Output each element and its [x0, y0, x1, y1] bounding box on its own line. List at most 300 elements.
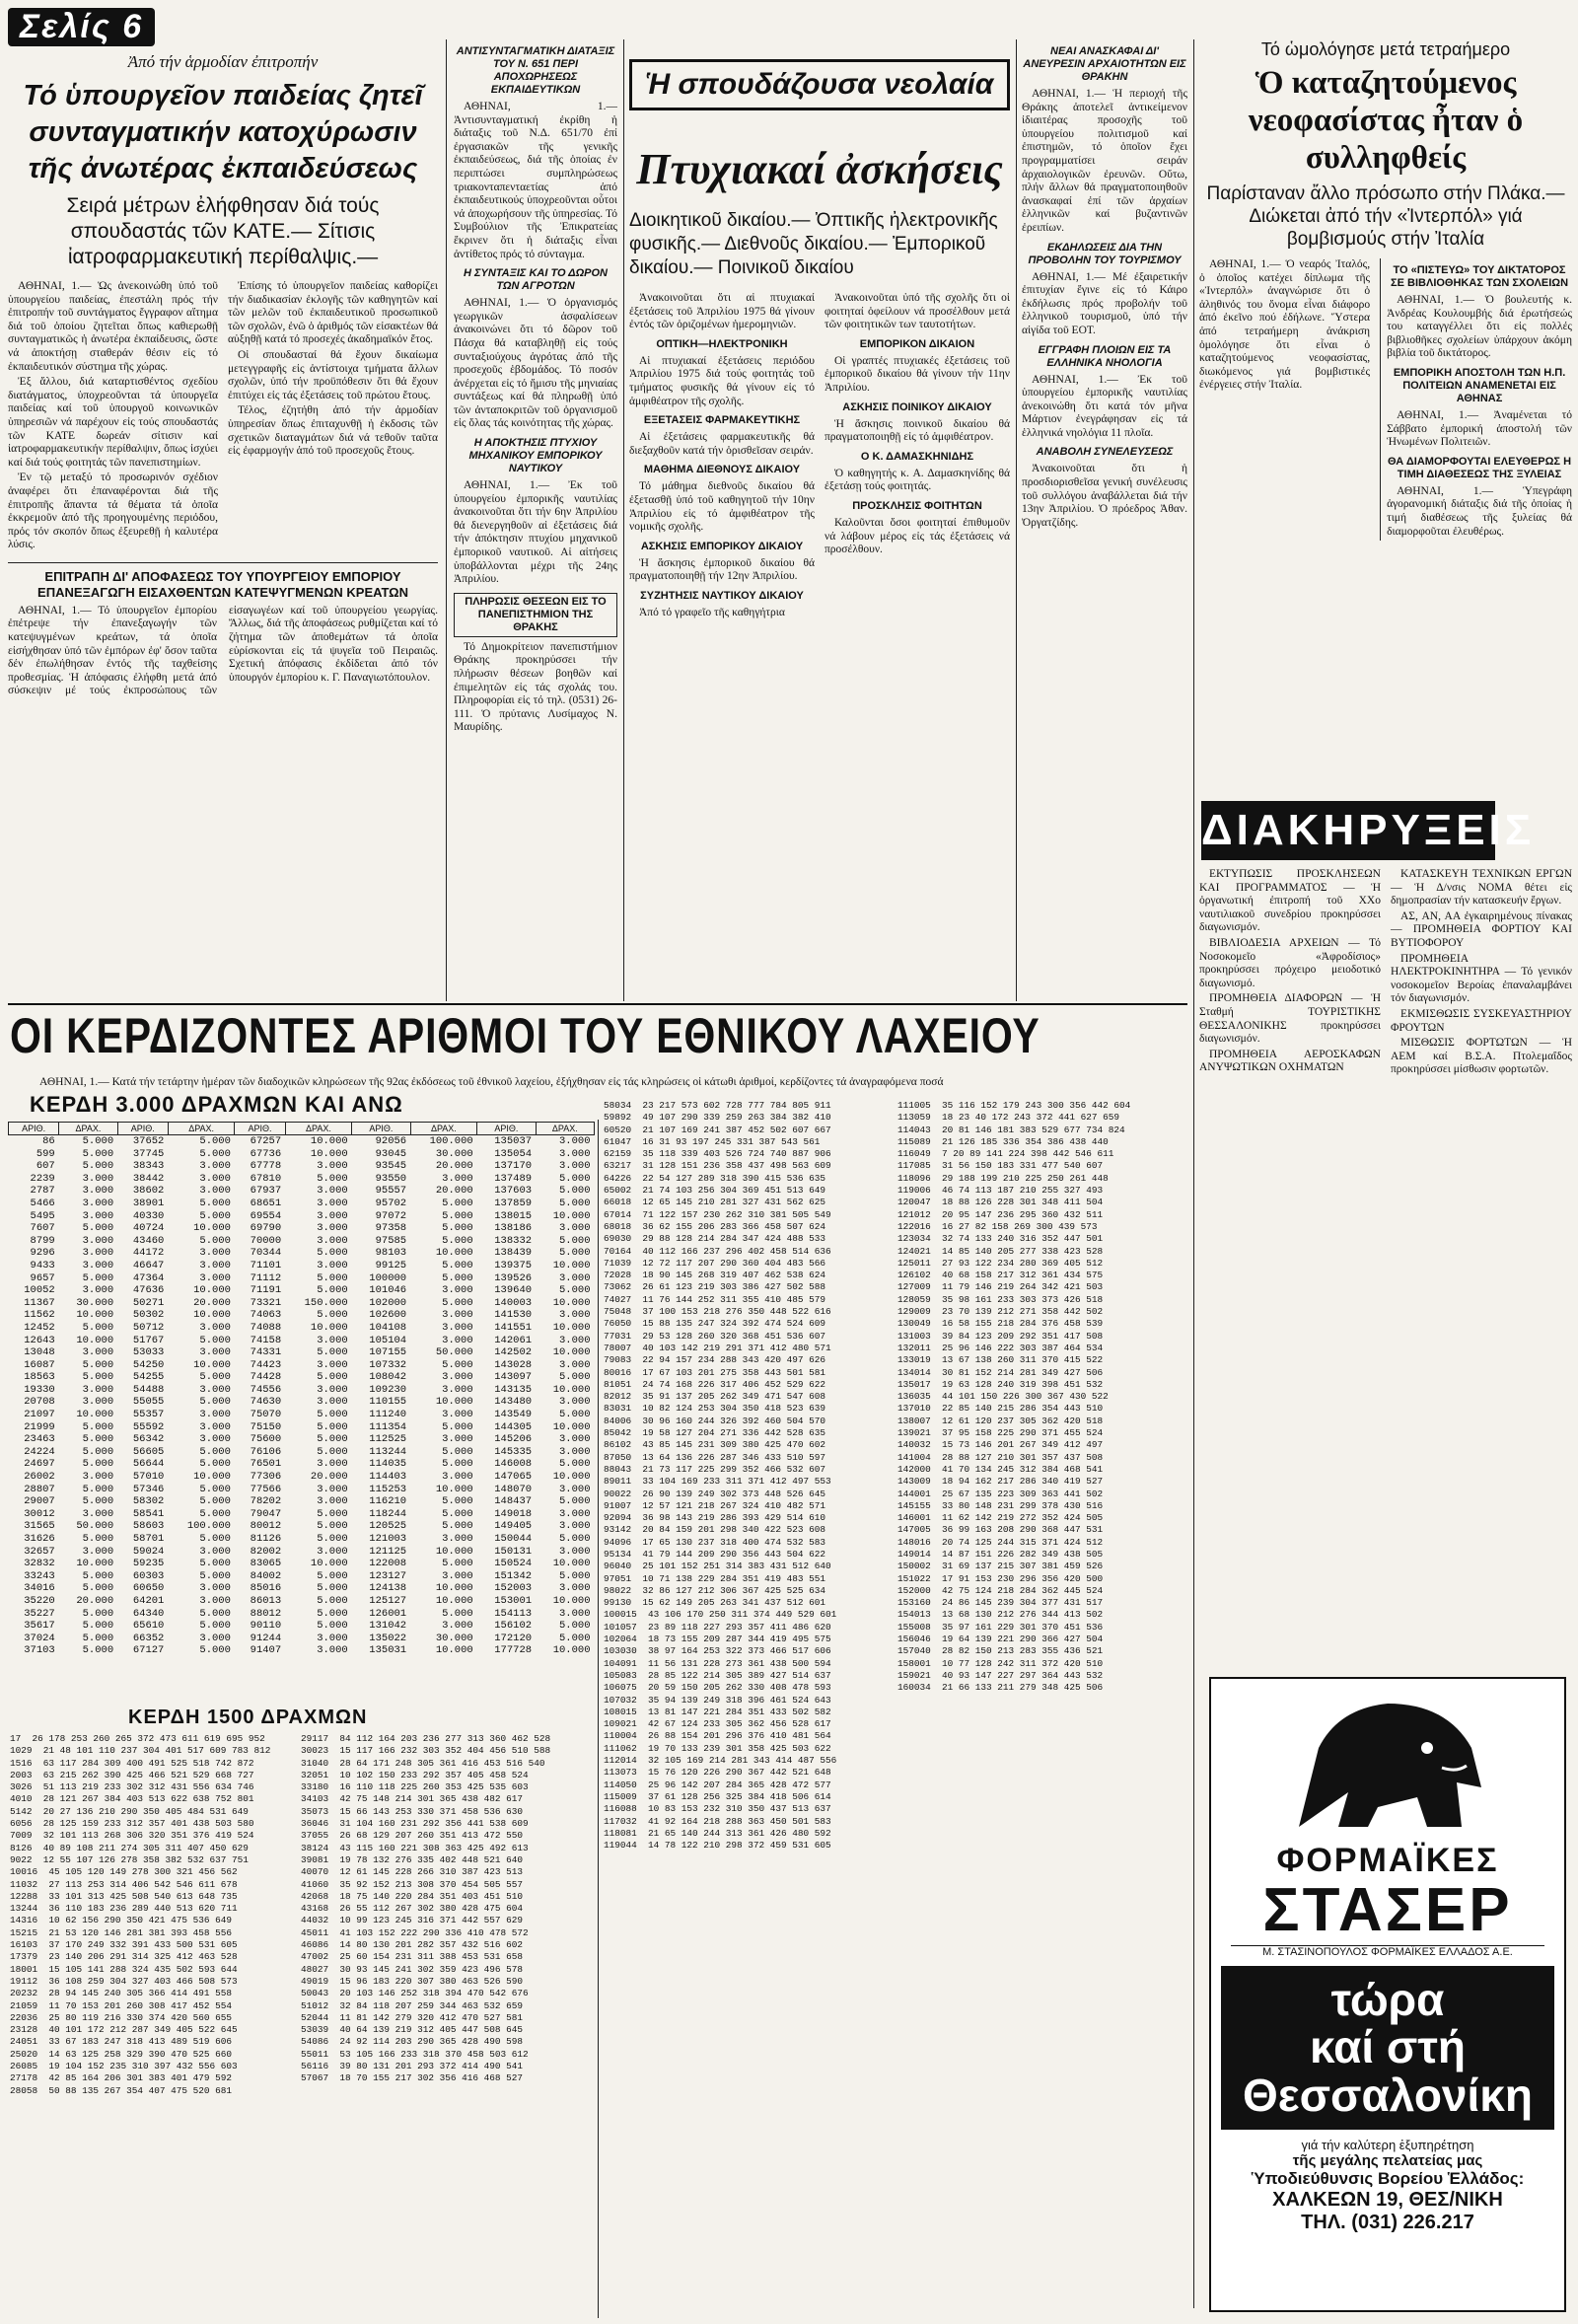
- list-item: 107032 35 94 139 249 318 396 461 524 643: [604, 1694, 831, 1706]
- list-item: 51012 32 84 118 207 259 344 463 532 659: [301, 1999, 524, 2011]
- prize-amount: 5.000: [82, 1371, 114, 1384]
- list-item: 96040 25 101 152 251 314 383 431 512 640: [604, 1561, 831, 1572]
- ticket-number: 148070: [494, 1483, 533, 1495]
- prize-amount: 3.000: [199, 1172, 231, 1185]
- ticket-number: 98103: [375, 1247, 407, 1260]
- notice-item: ΠΡΟΜΗΘΕΙΑ ΗΛΕΚΤΡΟΚΙΝΗΤΗΡΑ — Τό γενικόν νοσοκομεῖον Βεροίας ἐπαναλαμβάνει τόν διαγωνισμόν.: [1391, 952, 1572, 1005]
- ticket-number: 57010: [132, 1471, 165, 1484]
- prize-amount: 5.000: [317, 1445, 348, 1458]
- ticket-number: 38602: [132, 1185, 165, 1198]
- ticket-number: 37024: [24, 1632, 55, 1644]
- ticket-number: 67810: [250, 1172, 282, 1185]
- col-header-amount: ΔΡΑΧ.: [59, 1123, 117, 1135]
- ticket-number: 104108: [369, 1321, 407, 1334]
- ticket-number: 145206: [494, 1433, 533, 1446]
- list-item: 55011 53 105 166 233 318 370 458 503 612: [301, 2048, 529, 2060]
- prize-amount: 5.000: [442, 1358, 473, 1371]
- lead-paragraph: Οἱ σπουδασταί θά ἔχουν δικαίωμα μετεγγραφῆς εἰς ἀντίστοιχα τμήματα ἄλλων σχολῶν, ὑπό τήν προϋπόθεσιν ὅτι θά ἔχουν ἐπιτύχει εἰς τάς ἐξετάσεις τοῦ πρώτου ἔτους.: [228, 348, 438, 401]
- c4-s1-body: ΑΘΗΝΑΙ, 1.— Ἡ περιοχή τῆς Θράκης ἀποτελεῖ ἀντικείμενον ἰδιαιτέρας προσοχῆς τοῦ ὑπουργείου πολιτισμοῦ καί ἐπιστημῶν, τό ὁποῖον ἔχει προγραμματίσει σειράν ἀρχαιολογικῶν ἐρευνῶν. Οὕτω, πλήν ἄλλων θά πραγματοποιηθοῦν ἀνασκαφαί ἐπί τῶν ἀρχαίων ἑλληνικῶν καί βυζαντινῶν ἐρειπίων.: [1022, 88, 1187, 234]
- list-item: 87050 13 64 136 226 287 346 433 510 597: [604, 1451, 826, 1463]
- ticket-number: 97072: [375, 1209, 407, 1222]
- prize-amount: 20.000: [193, 1296, 231, 1309]
- ticket-number: 32832: [24, 1558, 55, 1570]
- ticket-number: 152003: [494, 1582, 533, 1595]
- prize-amount: 3.000: [82, 1172, 114, 1185]
- prize-amount: 5.000: [199, 1445, 231, 1458]
- list-item: 118081 21 65 140 244 313 361 426 480 592: [604, 1827, 831, 1839]
- c5-headline: Ὁ καταζητούμενος νεοφασίστας ἦταν ὁ συλληφθείς: [1248, 65, 1524, 176]
- ticket-number: 60650: [132, 1582, 165, 1595]
- prize-amount: 5.000: [558, 1234, 591, 1247]
- list-item: 89011 33 104 169 233 311 371 412 497 553: [604, 1476, 831, 1488]
- prize-amount: 3.000: [558, 1358, 591, 1371]
- prize-amount: 5.000: [82, 1147, 114, 1160]
- ticket-number: 86013: [250, 1594, 282, 1607]
- list-item: 69030 29 88 128 214 284 347 424 488 533: [604, 1233, 826, 1245]
- prize-amount: 10.000: [552, 1259, 591, 1271]
- prize-amount: 5.000: [199, 1396, 231, 1409]
- ticket-number: 38343: [132, 1160, 165, 1173]
- prize-amount: 5.000: [442, 1458, 473, 1471]
- prize-amount: 5.000: [558, 1495, 591, 1508]
- col-header-amount: ΔΡΑΧ.: [285, 1123, 352, 1135]
- ticket-number: 76501: [250, 1458, 282, 1471]
- prize-amount: 5.000: [317, 1371, 348, 1384]
- prize-amount: 20.000: [310, 1471, 348, 1484]
- ticket-number: 75070: [250, 1409, 282, 1421]
- ticket-number: 56605: [132, 1445, 165, 1458]
- list-item: 100015 43 106 170 250 311 374 449 529 601: [604, 1609, 837, 1621]
- list-item: 126102 40 68 158 217 312 361 434 575: [897, 1270, 1104, 1281]
- prize-amount: 3.000: [317, 1259, 348, 1271]
- student-subhead: ΕΜΠΟΡΙΚΟΝ ΔΙΚΑΙΟΝ: [859, 337, 975, 350]
- prize-amount: 5.000: [199, 1533, 231, 1545]
- ticket-number: 97358: [375, 1222, 407, 1235]
- column-4: [1022, 39, 1187, 996]
- list-item: 31040 28 64 171 248 305 361 416 453 516 540: [301, 1757, 545, 1769]
- list-item: 68018 36 62 155 206 283 366 458 507 624: [604, 1220, 826, 1232]
- prize-amount: 5.000: [317, 1309, 348, 1322]
- list-item: 11032 27 113 253 314 406 542 546 611 678: [10, 1878, 238, 1890]
- prize-amount: 5.000: [82, 1222, 114, 1235]
- list-item: 8126 40 89 108 211 274 305 311 407 450 629: [10, 1842, 249, 1853]
- ticket-number: 135037: [494, 1135, 533, 1147]
- prize-amount: 3.000: [199, 1420, 231, 1433]
- list-item: 86102 43 85 145 231 309 380 425 470 602: [604, 1439, 826, 1451]
- student-subhead: Ο Κ. ΔΑΜΑΣΚΗΝΙΔΗΣ: [860, 450, 974, 463]
- prize-amount: 5.000: [82, 1632, 114, 1644]
- prize-amount: 50.000: [76, 1520, 114, 1533]
- prize-amount: 5.000: [82, 1271, 114, 1284]
- ticket-number: 142502: [494, 1346, 533, 1359]
- list-item: 134014 30 81 152 214 281 349 427 506: [897, 1366, 1104, 1378]
- prize-amount: 30.000: [435, 1632, 473, 1644]
- prize-amount: 5.000: [199, 1135, 231, 1147]
- ticket-number: 126001: [369, 1607, 407, 1620]
- ticket-number: 11562: [24, 1309, 55, 1322]
- prize-amount: 10.000: [552, 1321, 591, 1334]
- prize-amount: 10.000: [310, 1558, 348, 1570]
- lead-paragraph: Ἐπίσης τό ὑπουργεῖον παιδείας καθορίζει τήν διαδικασίαν ἐκλογῆς τῶν καθηγητῶν καί τῶν μελῶν τοῦ ἐκπαιδευτικοῦ προσωπικοῦ τῶν σχολῶν, ἐνῶ ὁ ἀριθμός τῶν εἰσακτέων θά αὐξηθῇ κατά τό προσεχές ἀκαδημαϊκόν ἔτος.: [228, 280, 438, 346]
- lead-headline: Τό ὑπουργεῖον παιδείας ζητεῖ συνταγματικήν κατοχύρωσιν τῆς ἀνωτέρας ἐκπαιδεύσεως: [23, 80, 423, 184]
- ticket-number: 51767: [132, 1334, 165, 1346]
- ticket-number: 150044: [494, 1533, 533, 1545]
- prize-amount: 3.000: [82, 1396, 114, 1409]
- ticket-number: 110155: [369, 1396, 407, 1409]
- list-item: 73062 26 61 123 219 303 386 427 502 588: [604, 1281, 826, 1293]
- prize-amount: 3.000: [442, 1334, 473, 1346]
- ticket-number: 93045: [375, 1147, 407, 1160]
- prize-amount: 5.000: [199, 1234, 231, 1247]
- table-row: [9, 1520, 595, 1533]
- notice-item: ΠΡΟΜΗΘΕΙΑ ΑΕΡΟΣΚΑΦΩΝ ΑΝΥΨΩΤΙΚΩΝ ΟΧΗΜΑΤΩΝ: [1199, 1048, 1381, 1074]
- table-row: [9, 1471, 595, 1484]
- column-5: [1199, 39, 1572, 804]
- ticket-number: 140003: [494, 1296, 533, 1309]
- c5-body: ΑΘΗΝΑΙ, 1.— Ὁ νεαρός Ἰταλός, ὁ ὁποῖος κατέχει δίπλωμα τῆς «Ἰντερπόλ» ἀναγνώρισε ὅτι ὁ ἀληθινός του ὄνομα εἶναι διάφορο ἀπό ἐκεῖνο πού ἐδήλωνε. Ὕστερα ἀπό τετραήμερη ἀνάκριση ὁμολόγησε ὅτι εἶναι ὁ καταζητούμενος νεοφασίστας, διωκόμενος γιά βομβιστικές ἐνέργειες στήν Ἰταλία.: [1199, 258, 1371, 392]
- table-row: [9, 1185, 595, 1198]
- student-subhead: ΣΥΖΗΤΗΣΙΣ ΝΑΥΤΙΚΟΥ ΔΙΚΑΙΟΥ: [640, 589, 804, 602]
- ticket-number: 12452: [24, 1321, 55, 1334]
- prize-amount: 3.000: [317, 1483, 348, 1495]
- ticket-number: 50302: [132, 1309, 165, 1322]
- ticket-number: 99125: [375, 1259, 407, 1271]
- c4-s4-body: Ἀνακοινοῦται ὅτι ἡ προσδιορισθεῖσα γενική συνέλευσις τοῦ συλλόγου ἀναβάλλεται διά τήν 13ην Ἀπριλίου. Ὁ πρόεδρος Ἀθαν. Ὀργατζίδης.: [1022, 463, 1187, 529]
- ticket-number: 9657: [30, 1271, 55, 1284]
- ticket-number: 57346: [132, 1483, 165, 1495]
- ticket-number: 150524: [494, 1558, 533, 1570]
- ticket-number: 607: [36, 1160, 55, 1173]
- student-subhead: ΑΣΚΗΣΙΣ ΕΜΠΟΡΙΚΟΥ ΔΙΚΑΙΟΥ: [640, 540, 804, 552]
- ticket-number: 141551: [494, 1321, 533, 1334]
- list-item: 113073 15 76 120 226 290 367 442 521 648: [604, 1767, 831, 1779]
- notices-column: [1199, 868, 1572, 1657]
- prize-amount: 3.000: [199, 1383, 231, 1396]
- prize-amount: 3.000: [442, 1172, 473, 1185]
- lottery-list-c: [604, 1100, 899, 2318]
- student-text: Οἱ γραπτές πτυχιακές ἐξετάσεις τοῦ ἐμπορικοῦ δικαίου θά γίνουν τήν 11ην Ἀπριλίου.: [825, 354, 1010, 394]
- list-item: 37055 26 68 129 207 260 351 413 472 550: [301, 1830, 524, 1842]
- ticket-number: 34016: [24, 1582, 55, 1595]
- ticket-number: 82002: [250, 1545, 282, 1558]
- list-item: 90022 26 90 139 249 302 373 448 526 645: [604, 1488, 826, 1499]
- ticket-number: 21999: [24, 1420, 55, 1433]
- ticket-number: 75150: [250, 1420, 282, 1433]
- prize-amount: 20.000: [76, 1594, 114, 1607]
- prize-amount: 5.000: [317, 1409, 348, 1421]
- student-text: Τό μάθημα διεθνοῦς δικαίου θά ἐξετασθῇ ὑπό τοῦ καθηγητοῦ τήν 10ην Ἀπριλίου εἰς τό ἀμφιθέατρον τῆς νομικῆς σχολῆς.: [629, 480, 815, 534]
- prize-amount: 3.000: [317, 1495, 348, 1508]
- prize-amount: 3.000: [558, 1520, 591, 1533]
- ad-address: ΧΑΛΚΕΩΝ 19, ΘΕΣ/ΝΙΚΗ: [1272, 2189, 1503, 2211]
- ticket-number: 54488: [132, 1383, 165, 1396]
- list-item: 145155 33 80 148 231 299 378 430 516: [897, 1499, 1104, 1511]
- prize-amount: 3.000: [199, 1247, 231, 1260]
- list-item: 131003 39 84 123 209 292 351 417 508: [897, 1330, 1104, 1342]
- list-item: 14316 10 62 156 290 350 421 475 536 649: [10, 1915, 233, 1926]
- ticket-number: 150131: [494, 1545, 533, 1558]
- col-header-number: ΑΡΙΘ.: [477, 1123, 536, 1135]
- list-item: 44032 10 99 123 245 316 371 442 557 629: [301, 1915, 524, 1926]
- ticket-number: 116210: [369, 1495, 407, 1508]
- prize-amount: 10.000: [76, 1334, 114, 1346]
- prize-amount: 5.000: [199, 1569, 231, 1582]
- prize-amount: 3.000: [558, 1222, 591, 1235]
- c4-s4-headline: ΑΝΑΒΟΛΗ ΣΥΝΕΛΕΥΣΕΩΣ: [1036, 446, 1174, 459]
- ad-tagline-1: γιά τήν καλύτερη ἐξυπηρέτηση: [1301, 2138, 1474, 2152]
- ticket-number: 74630: [250, 1396, 282, 1409]
- c4-s2-headline: ΕΚΔΗΛΩΣΕΙΣ ΔΙΑ ΤΗΝ ΠΡΟΒΟΛΗΝ ΤΟΥ ΤΟΥΡΙΣΜΟΥ: [1028, 241, 1182, 266]
- list-item: 143009 18 94 162 217 286 340 419 527: [897, 1476, 1104, 1488]
- prize-amount: 3.000: [82, 1383, 114, 1396]
- prize-amount: 5.000: [558, 1247, 591, 1260]
- ticket-number: 35227: [24, 1607, 55, 1620]
- prize-amount: 5.000: [442, 1520, 473, 1533]
- table-row: [9, 1384, 595, 1397]
- prize-amount: 10.000: [310, 1147, 348, 1160]
- table-row: [9, 1322, 595, 1335]
- table-row: [9, 1484, 595, 1496]
- list-item: 138007 12 61 120 237 305 362 420 518: [897, 1415, 1104, 1426]
- c5-box1-headline: ΤΟ «ΠΙΣΤΕΥΩ» ΤΟΥ ΔΙΚΤΑΤΟΡΟΣ ΣΕ ΒΙΒΛΙΟΘΗΚΑΣ ΤΩΝ ΣΧΟΛΕΙΩΝ: [1391, 264, 1569, 289]
- ticket-number: 74556: [250, 1383, 282, 1396]
- ticket-number: 141530: [494, 1309, 533, 1322]
- ticket-number: 55357: [132, 1409, 165, 1421]
- ticket-number: 35617: [24, 1620, 55, 1633]
- notice-item: ΑΣ, ΑΝ, ΑΑ ἐγκαιρημένους πίνακας — ΠΡΟΜΗΘΕΙΑ ΦΟΡΤΙΟΥ ΚΑΙ ΒΥΤΙΟΦΟΡΟΥ: [1391, 909, 1572, 949]
- list-item: 33180 16 110 118 225 260 353 425 535 603: [301, 1781, 529, 1793]
- notice-item: ΕΚΤΥΠΩΣΙΣ ΠΡΟΣΚΛΗΣΕΩΝ ΚΑΙ ΠΡΟΓΡΑΜΜΑΤΟΣ — Ἡ ὀργανωτική ἐπιτροπή τοῦ ΧΧο ναυτιλιακοῦ συνεδρίου προκηρύσσει διαγωνισμόν.: [1199, 868, 1381, 934]
- ticket-number: 149405: [494, 1520, 533, 1533]
- prize-amount: 3.000: [199, 1582, 231, 1595]
- table-row: [9, 1644, 595, 1657]
- prize-amount: 5.000: [317, 1247, 348, 1260]
- list-item: 6056 28 125 159 233 312 357 401 438 503 580: [10, 1818, 254, 1830]
- ticket-number: 114035: [369, 1458, 407, 1471]
- col-header-amount: ΔΡΑΧ.: [410, 1123, 477, 1135]
- list-item: 46086 14 80 130 201 282 357 432 516 602: [301, 1939, 524, 1951]
- list-item: 95134 41 79 144 209 290 356 443 504 622: [604, 1548, 826, 1560]
- table-row: [9, 1633, 595, 1645]
- ticket-number: 71112: [250, 1271, 282, 1284]
- list-item: 93142 20 84 159 201 298 340 422 523 608: [604, 1524, 826, 1536]
- ticket-number: 101046: [369, 1284, 407, 1297]
- ticket-number: 143097: [494, 1371, 533, 1384]
- ticket-number: 149018: [494, 1507, 533, 1520]
- ticket-number: 23463: [24, 1433, 55, 1446]
- ticket-number: 47636: [132, 1284, 165, 1297]
- ticket-number: 100000: [369, 1271, 407, 1284]
- prize-amount: 3.000: [199, 1433, 231, 1446]
- prize-amount: 30.000: [435, 1147, 473, 1160]
- list-item: 22036 25 80 119 216 330 374 420 560 655: [10, 2011, 233, 2023]
- ticket-number: 73321: [250, 1296, 282, 1309]
- prize-amount: 5.000: [317, 1594, 348, 1607]
- ticket-number: 31626: [24, 1533, 55, 1545]
- list-item: 154013 13 68 130 212 276 344 413 502: [897, 1609, 1104, 1621]
- formica-advertisement: [1209, 1677, 1566, 2312]
- prize-amount: 5.000: [82, 1358, 114, 1371]
- prize-amount: 3.000: [82, 1507, 114, 1520]
- table-row: [9, 1570, 595, 1583]
- ticket-number: 67127: [132, 1644, 165, 1657]
- list-item: 60520 21 107 169 241 387 452 502 607 667: [604, 1124, 831, 1135]
- list-item: 24051 33 67 183 247 318 413 489 519 606: [10, 2036, 233, 2048]
- prize-amount: 5.000: [558, 1172, 591, 1185]
- prize-amount: 3.000: [317, 1644, 348, 1657]
- list-item: 117032 41 92 164 218 288 363 450 501 583: [604, 1815, 831, 1827]
- ticket-number: 74063: [250, 1309, 282, 1322]
- ticket-number: 24224: [24, 1445, 55, 1458]
- ticket-number: 95702: [375, 1197, 407, 1209]
- list-item: 17 26 178 253 260 265 372 473 611 619 695 952: [10, 1733, 265, 1744]
- student-text: Ἀνακοινοῦται ὅτι αἱ πτυχιακαί ἐξετάσεις τοῦ Ἀπριλίου 1975 θά γίνουν ἐντός τῶν ὁριζομένων ἡμερομηνιῶν.: [629, 292, 815, 331]
- ticket-number: 35220: [24, 1594, 55, 1607]
- lottery-section-title-1: ΚΕΡΔΗ 3.000 ΔΡΑΧΜΩΝ ΚΑΙ ΑΝΩ: [30, 1092, 403, 1117]
- list-item: 30023 15 117 166 232 303 352 404 456 510 588: [301, 1745, 551, 1757]
- notice-item: ΕΚΜΙΣΘΩΣΙΣ ΣΥΣΚΕΥΑΣΤΗΡΙΟΥ ΦΡΟΥΤΩΝ: [1391, 1007, 1572, 1034]
- col-header-amount: ΔΡΑΧ.: [168, 1123, 235, 1135]
- table-row: [9, 1346, 595, 1359]
- prize-amount: 5.000: [82, 1433, 114, 1446]
- ad-headline-3: Θεσσαλονίκη: [1242, 2070, 1534, 2121]
- list-item: 21059 11 70 153 201 260 308 417 452 554: [10, 1999, 233, 2011]
- prize-amount: 5.000: [82, 1582, 114, 1595]
- prize-amount: 3.000: [442, 1309, 473, 1322]
- list-item: 9022 12 55 107 126 278 358 382 532 637 751: [10, 1853, 249, 1865]
- ticket-number: 111240: [369, 1409, 407, 1421]
- table-row: [9, 1235, 595, 1248]
- prize-amount: 5.000: [317, 1433, 348, 1446]
- prize-amount: 3.000: [317, 1222, 348, 1235]
- prize-amount: 5.000: [558, 1458, 591, 1471]
- prize-amount: 10.000: [76, 1309, 114, 1322]
- table-row: [9, 1297, 595, 1310]
- prize-amount: 3.000: [442, 1371, 473, 1384]
- list-item: 50043 20 103 146 252 318 394 470 542 676: [301, 1988, 529, 1999]
- list-item: 113059 18 23 40 172 243 372 441 627 659: [897, 1112, 1120, 1124]
- prize-amount: 5.000: [199, 1558, 231, 1570]
- list-item: 101057 23 89 118 227 293 357 411 486 620: [604, 1621, 831, 1633]
- col-header-number: ΑΡΙΘ.: [352, 1123, 410, 1135]
- list-item: 74027 11 76 144 252 311 355 410 485 579: [604, 1293, 826, 1305]
- c5-box3-body: ΑΘΗΝΑΙ, 1.— Ὑπεγράφη ἀγορανομική διάταξις διά τῆς ὁποίας ἡ τιμή διαθέσεως τῆς ξυλείας θά διαμορφοῦται ἐλευθέρως.: [1387, 484, 1572, 538]
- list-item: 77031 29 53 128 260 320 368 451 536 607: [604, 1330, 826, 1342]
- table-row: [9, 1608, 595, 1621]
- list-item: 26085 19 104 152 235 310 397 432 556 603: [10, 2061, 238, 2072]
- prize-amount: 5.000: [442, 1234, 473, 1247]
- prize-amount: 3.000: [82, 1259, 114, 1271]
- ticket-number: 86: [42, 1135, 55, 1147]
- ticket-number: 109230: [369, 1383, 407, 1396]
- prize-amount: 5.000: [442, 1296, 473, 1309]
- lead-paragraph: Τέλος, ἐζητήθη ἀπό τήν ἁρμοδίαν ὑπηρεσίαν ὅπως ἐπιταχυνθῇ ἡ ἐκδοσις τῶν σχετικῶν διαταγμάτων διά νά τεθοῦν ταῦτα εἰς ἐφαρμογήν ἀπό τοῦ προσεχοῦς ἔτους.: [228, 404, 438, 458]
- table-row: [9, 1359, 595, 1372]
- list-item: 1029 21 48 101 110 237 304 401 517 609 783 812: [10, 1745, 271, 1757]
- ticket-number: 88012: [250, 1607, 282, 1620]
- list-item: 47002 25 60 154 231 311 388 453 531 658: [301, 1951, 524, 1963]
- ad-brand: ΣΤΑΣΕΡ: [1262, 1876, 1513, 1944]
- ticket-number: 7607: [30, 1222, 55, 1235]
- c5-subheadline: Παρίσταναν ἄλλο πρόσωπο στήν Πλάκα.— Διώκεται ἀπό τήν «Ἰντερπόλ» γιά βομβισμούς στήν Ἰταλία: [1206, 183, 1565, 250]
- prize-amount: 5.000: [82, 1135, 114, 1147]
- list-item: 104091 11 56 131 228 273 361 438 500 594: [604, 1657, 831, 1669]
- ticket-number: 59024: [132, 1545, 165, 1558]
- list-item: 111062 19 70 133 239 301 358 425 503 622: [604, 1742, 831, 1754]
- prize-amount: 10.000: [552, 1644, 591, 1657]
- list-item: 118096 29 188 199 210 225 250 261 448: [897, 1172, 1109, 1184]
- prize-amount: 3.000: [558, 1160, 591, 1173]
- prize-amount: 3.000: [442, 1284, 473, 1297]
- prize-amount: 5.000: [199, 1644, 231, 1657]
- list-item: 110004 26 88 154 201 296 376 410 481 564: [604, 1730, 831, 1742]
- prize-amount: 3.000: [558, 1135, 591, 1147]
- ticket-number: 146008: [494, 1458, 533, 1471]
- ticket-number: 58701: [132, 1533, 165, 1545]
- list-item: 53039 40 64 139 219 312 405 447 508 645: [301, 2024, 524, 2036]
- prize-amount: 3.000: [199, 1346, 231, 1359]
- ticket-number: 11367: [24, 1296, 55, 1309]
- table-row: [9, 1533, 595, 1546]
- prize-amount: 3.000: [558, 1582, 591, 1595]
- ticket-number: 151342: [494, 1569, 533, 1582]
- ticket-number: 114403: [369, 1471, 407, 1484]
- ticket-number: 95557: [375, 1185, 407, 1198]
- prize-amount: 3.000: [199, 1594, 231, 1607]
- table-row: [9, 1148, 595, 1161]
- c5-box2-body: ΑΘΗΝΑΙ, 1.— Ἀναμένεται τό Σάββατο ἐμπορική ἀποστολή τῶν Ἡνωμένων Πολιτειῶν.: [1387, 408, 1572, 449]
- prize-amount: 5.000: [199, 1209, 231, 1222]
- ticket-number: 107332: [369, 1358, 407, 1371]
- prize-amount: 5.000: [199, 1483, 231, 1495]
- table-row: [9, 1173, 595, 1186]
- list-item: 111005 35 116 152 179 243 300 356 442 604: [897, 1100, 1131, 1111]
- lottery-list-b: [301, 1733, 592, 2315]
- list-item: 34103 42 75 148 214 301 365 438 482 617: [301, 1793, 524, 1805]
- prize-amount: 3.000: [199, 1271, 231, 1284]
- prize-amount: 3.000: [199, 1632, 231, 1644]
- prize-amount: 3.000: [442, 1383, 473, 1396]
- ticket-number: 111354: [369, 1420, 407, 1433]
- prize-amount: 3.000: [558, 1433, 591, 1446]
- prize-amount: 5.000: [199, 1197, 231, 1209]
- ticket-number: 80012: [250, 1520, 282, 1533]
- prize-amount: 3.000: [558, 1545, 591, 1558]
- list-item: 141004 28 88 127 210 301 357 437 508: [897, 1451, 1104, 1463]
- ticket-number: 70000: [250, 1234, 282, 1247]
- ticket-number: 142061: [494, 1334, 533, 1346]
- prize-amount: 5.000: [199, 1147, 231, 1160]
- ticket-number: 74428: [250, 1371, 282, 1384]
- ticket-number: 135054: [494, 1147, 533, 1160]
- table-row: [9, 1371, 595, 1384]
- ticket-number: 79047: [250, 1507, 282, 1520]
- lead-paragraph: Ἐν τῷ μεταξύ τό προσωρινόν σχέδιον ἀναφέρει ὅτι ἐπαναφέρονται διά τῆς ἐπιτροπῆς ἄπαντα τά θέματα τά ὁποῖα ἐκκρεμοῦν ἀπό τῆς προηγουμένης περιόδου, πρός τόν σκοπόν ὅπως ἐξευρεθῇ ἡ καλυτέρα λύσις.: [8, 472, 218, 551]
- ticket-number: 139375: [494, 1259, 533, 1271]
- prize-amount: 10.000: [435, 1247, 473, 1260]
- ticket-number: 102000: [369, 1296, 407, 1309]
- ticket-number: 56644: [132, 1458, 165, 1471]
- lottery-section: [0, 1001, 1193, 2323]
- notice-item: ΚΑΤΑΣΚΕΥΗ ΤΕΧΝΙΚΩΝ ΕΡΓΩΝ — Ἡ Δ/νσις ΝΟΜΑ θέτει εἰς δημοπρασίαν τήν κατασκευήν ἔργων.: [1391, 868, 1572, 908]
- prize-amount: 3.000: [317, 1545, 348, 1558]
- table-row: [9, 1595, 595, 1608]
- list-item: 63217 31 128 151 236 358 437 498 563 609: [604, 1160, 831, 1172]
- list-item: 124021 14 85 140 205 277 338 423 528: [897, 1245, 1104, 1257]
- ticket-number: 8799: [30, 1234, 55, 1247]
- prize-amount: 5.000: [558, 1284, 591, 1297]
- prize-amount: 3.000: [442, 1409, 473, 1421]
